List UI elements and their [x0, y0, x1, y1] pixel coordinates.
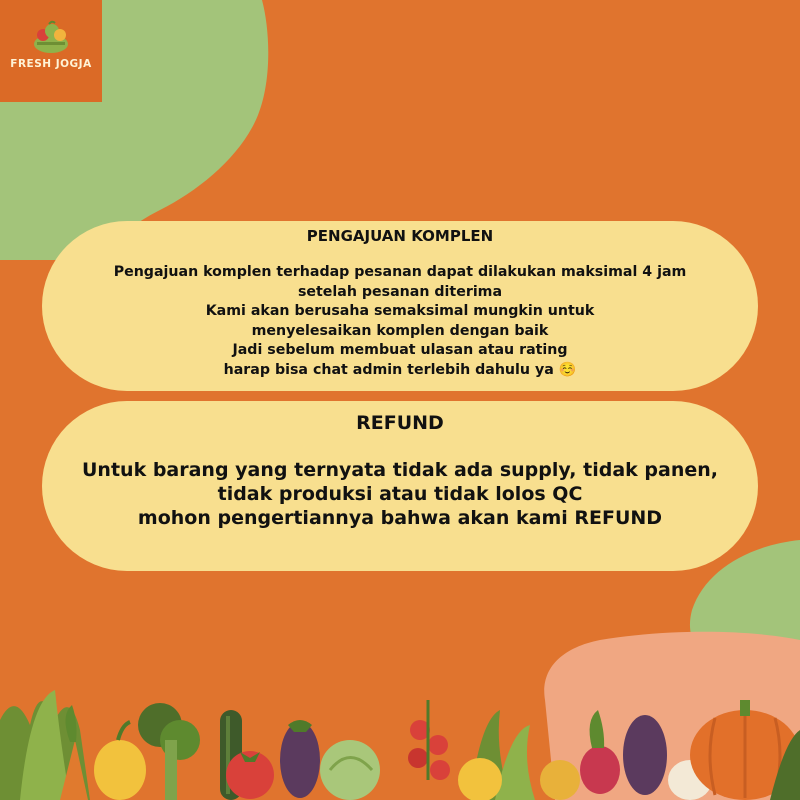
complaint-line: Pengajuan komplen terhadap pesanan dapat dilakukan maksimal 4 jam	[113, 264, 687, 280]
refund-line: mohon pengertiannya bahwa akan kami REFUND	[137, 507, 663, 529]
refund-title: REFUND	[356, 412, 444, 434]
vegetables-illustration	[0, 630, 800, 800]
complaint-line: menyelesaikan komplen dengan baik	[251, 322, 549, 339]
brand-logo	[0, 0, 102, 102]
refund-card	[42, 401, 758, 571]
complaint-line: harap bisa chat admin terlebih dahulu ya ☺️	[223, 361, 577, 378]
complaint-line: Jadi sebelum membuat ulasan atau rating	[232, 342, 568, 358]
complaint-line: setelah pesanan diterima	[297, 283, 503, 300]
complaint-title: PENGAJUAN KOMPLEN	[306, 227, 494, 245]
refund-line: tidak produksi atau tidak lolos QC	[217, 483, 583, 505]
refund-line: Untuk barang yang ternyata tidak ada supply, tidak panen,	[82, 459, 718, 481]
complaint-card	[42, 221, 758, 391]
brand-name: FRESH JOGJA	[10, 58, 92, 70]
vegetable-basket-icon	[31, 20, 71, 56]
complaint-line: Kami akan berusaha semaksimal mungkin untuk	[205, 303, 595, 319]
